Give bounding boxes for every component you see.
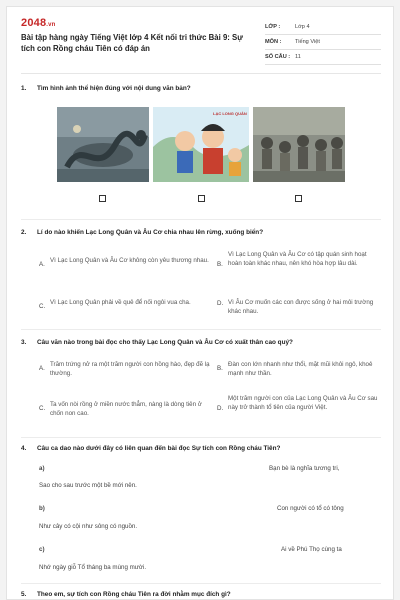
- question-number: 3.: [21, 339, 27, 346]
- question-divider: [21, 437, 381, 438]
- site-logo[interactable]: [21, 17, 56, 29]
- option-letter: A.: [39, 365, 45, 372]
- option-a[interactable]: [39, 361, 211, 379]
- meta-value: Tiếng Việt: [295, 39, 320, 45]
- question-title: [21, 339, 381, 346]
- document-header: [21, 17, 381, 69]
- pair-bottom-c[interactable]: Nhớ ngày giỗ Tổ tháng ba mùng mười.: [39, 564, 147, 571]
- pair-right-b[interactable]: Con người có tổ có tông: [277, 505, 344, 512]
- option-d[interactable]: [217, 299, 381, 317]
- option-text: Vì Âu Cơ muốn các con được sống ở hai môi trường khác nhau.: [228, 299, 374, 315]
- question-number: 2.: [21, 229, 27, 236]
- option-a[interactable]: [39, 257, 211, 270]
- question-title: [21, 85, 381, 92]
- question-divider: [21, 219, 381, 220]
- pair-label-b: b): [39, 505, 45, 512]
- option-letter: B.: [217, 261, 223, 268]
- header-divider: [21, 73, 381, 74]
- meta-key: LỚP :: [265, 24, 281, 30]
- pair-bottom-b[interactable]: Như cây có cội như sông có nguồn.: [39, 523, 138, 530]
- page-title: Bài tập hàng ngày Tiếng Việt lớp 4 Kết nối tri thức Bài 9: Sự tích con Rồng cháu Tiên có đáp án: [21, 33, 243, 53]
- question-4: [21, 445, 381, 575]
- meta-table: [265, 20, 381, 65]
- option-text: Trăm trứng nở ra một trăm người con hồng hào, đẹp đẽ lạ thường.: [50, 361, 210, 377]
- option-c[interactable]: [39, 299, 211, 312]
- question-3: [21, 339, 381, 439]
- question-title: [21, 445, 381, 452]
- question-number: 4.: [21, 445, 27, 452]
- meta-row-class: [265, 20, 381, 35]
- meta-value: 11: [295, 54, 301, 60]
- question-text: Câu ca dao nào dưới đây có liên quan đến bài đọc Sự tích con Rồng cháu Tiên?: [37, 445, 281, 452]
- answer-checkbox-3[interactable]: [295, 195, 302, 202]
- option-letter: A.: [39, 261, 45, 268]
- pair-right-c[interactable]: Ai về Phú Thọ cùng ta: [281, 546, 342, 553]
- option-text: Đàn con lớn nhanh như thổi, mặt mũi khôi ngô, khoẻ mạnh như thần.: [228, 361, 373, 377]
- question-5: [21, 591, 381, 600]
- illustration-dragon-scene: [57, 107, 149, 182]
- pair-right-a[interactable]: Bạn bè là nghĩa tương tri,: [269, 465, 340, 472]
- question-title: [21, 591, 381, 598]
- pair-label-a: a): [39, 465, 45, 472]
- pair-bottom-a[interactable]: Sao cho sau trước một bề mới nên.: [39, 482, 137, 489]
- option-letter: C.: [39, 405, 46, 412]
- meta-row-count: [265, 50, 381, 65]
- question-text: Theo em, sự tích con Rồng cháu Tiên ra đời nhằm mục đích gì?: [37, 591, 231, 598]
- question-2: [21, 229, 381, 329]
- meta-value: Lớp 4: [295, 24, 310, 30]
- question-text: Tìm hình ảnh thể hiện đúng với nội dung văn bản?: [37, 85, 191, 92]
- option-b[interactable]: [217, 251, 381, 270]
- option-d[interactable]: [217, 395, 381, 414]
- meta-key: SỐ CÂU :: [265, 54, 291, 60]
- question-text: Câu văn nào trong bài đọc cho thấy Lạc Long Quân và Âu Cơ có xuất thân cao quý?: [37, 339, 293, 346]
- document-page: [6, 6, 394, 600]
- question-1: [21, 85, 381, 205]
- option-letter: B.: [217, 365, 223, 372]
- question-divider: [21, 583, 381, 584]
- meta-key: MÔN :: [265, 39, 282, 45]
- question-text: Lí do nào khiến Lạc Long Quân và Âu Cơ chia nhau lên rừng, xuống biển?: [37, 229, 264, 236]
- question-number: 1.: [21, 85, 27, 92]
- answer-checkbox-2[interactable]: [198, 195, 205, 202]
- option-c[interactable]: [39, 401, 211, 419]
- meta-row-subject: [265, 35, 381, 50]
- illustration-cartoon: [153, 107, 249, 182]
- option-letter: D.: [217, 405, 224, 412]
- option-text: Vì Lạc Long Quân phải về quê để nối ngôi vua cha.: [50, 299, 191, 306]
- option-text: Vì Lạc Long Quân và Âu Cơ không còn yêu thương nhau.: [50, 257, 209, 264]
- image-caption: LẠC LONG QUÂN: [213, 111, 247, 116]
- logo-suffix: .vn: [46, 22, 56, 28]
- answer-images: [57, 107, 345, 182]
- logo-text: 2048: [21, 17, 47, 29]
- option-b[interactable]: [217, 361, 381, 379]
- option-letter: D.: [217, 300, 224, 307]
- question-number: 5.: [21, 591, 27, 598]
- pair-label-c: c): [39, 546, 45, 553]
- answer-checkbox-1[interactable]: [99, 195, 106, 202]
- option-text: Một trăm người con của Lạc Long Quân và Âu Cơ sau này trở thành tổ tiên của người Việt.: [228, 395, 378, 411]
- option-letter: C.: [39, 303, 46, 310]
- option-text: Vì Lạc Long Quân và Âu Cơ có tập quán sinh hoạt hoàn toàn khác nhau, nên khó hòa hợp lâu dài.: [228, 251, 367, 267]
- illustration-crowd-scene: [253, 107, 345, 182]
- option-text: Ta vốn nòi rồng ở miền nước thẳm, nàng là dòng tiên ở chốn non cao.: [50, 401, 202, 417]
- question-title: [21, 229, 381, 236]
- question-divider: [21, 329, 381, 330]
